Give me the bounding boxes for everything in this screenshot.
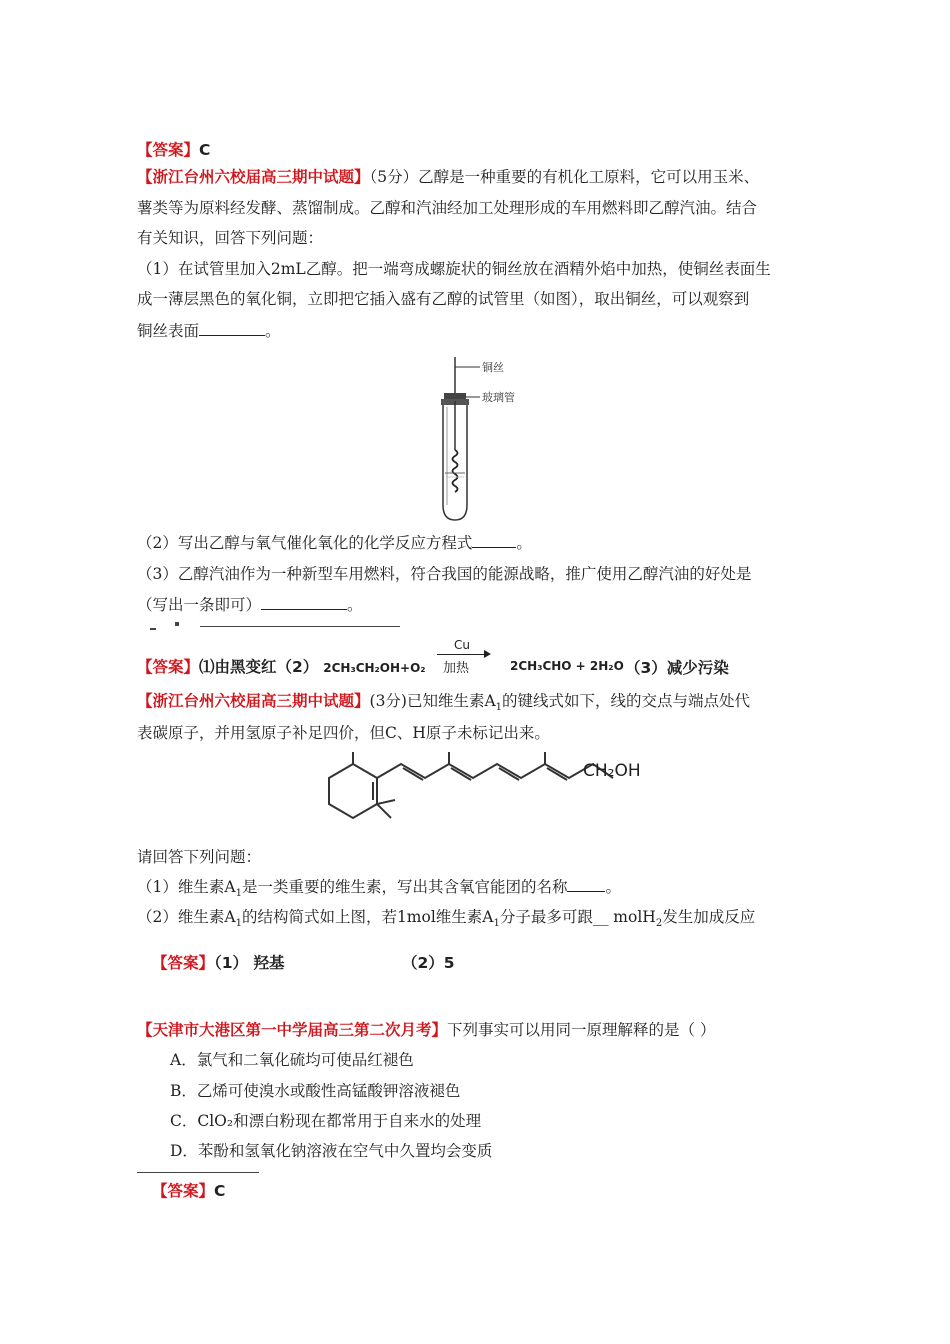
question-text: 的结构简式如上图，若1mol维生素A [241, 908, 494, 926]
reaction-arrow [437, 654, 489, 655]
question-2-part-1-line-1: （1）在试管里加入2mL乙醇。把一端弯成螺旋状的铜丝放在酒精外焰中加热，使铜丝表面生 [137, 260, 771, 278]
divider [137, 1172, 259, 1173]
answer-blank: __ [592, 908, 609, 926]
answer-blank [199, 321, 265, 336]
question-source: 【浙江台州六校届高三期中试题】 [137, 167, 370, 186]
subscript: 1 [493, 918, 500, 930]
option-d: D．苯酚和氢氧化钠溶液在空气中久置均会变质 [170, 1142, 493, 1160]
answer-blank [472, 533, 516, 548]
question-2-part-1-line-3 [137, 320, 281, 342]
question-text: （1）维生素A [137, 878, 236, 896]
answer-part-1: （1） 羟基 [214, 954, 285, 972]
question-2-line-1 [137, 166, 759, 188]
answer-line-3 [152, 952, 284, 974]
structure-label: CH₂OH [583, 761, 641, 781]
answer-part-1: ⑴由黑变红（2） [199, 658, 319, 676]
question-3-prompt: 请回答下列问题： [137, 848, 262, 866]
question-text: 下列事实可以用同一原理解释的是（ ） [447, 1021, 716, 1039]
question-source: 【天津市大港区第一中学届高三第二次月考】 [137, 1020, 448, 1039]
punctuation: 。 [516, 534, 532, 552]
answer-value: C [214, 1182, 226, 1200]
figure-label-tube: 玻璃管 [482, 391, 515, 404]
answer-label: 【答案】 [152, 953, 215, 972]
answer-line-4 [152, 1180, 225, 1202]
question-source: 【浙江台州六校届高三期中试题】 [137, 691, 370, 710]
answer-label: 【答案】 [137, 140, 200, 159]
question-3-line-2: 表碳原子，并用氢原子补足四价，但C、H原子未标记出来。 [137, 724, 550, 742]
question-text: 的键线式如下，线的交点与端点处代 [502, 692, 751, 710]
option-c: C．ClO₂和漂白粉现在都常用于自来水的处理 [170, 1112, 482, 1130]
question-text: （写出一条即可） [137, 596, 262, 614]
question-3-part-2 [137, 906, 755, 935]
question-2-part-2 [137, 532, 532, 554]
question-4-stem [137, 1019, 715, 1041]
question-text: 分子最多可跟 [499, 908, 593, 926]
answer-blank [261, 595, 347, 610]
question-2-part-3-line-2 [137, 594, 363, 616]
scan-artifact [150, 620, 156, 630]
equation-right: 2CH₃CHO + 2H₂O [510, 659, 624, 673]
question-2-line-3: 有关知识，回答下列问题： [137, 229, 324, 247]
question-3-part-1 [137, 876, 621, 905]
option-a: A．氯气和二氧化硫均可使品红褪色 [170, 1051, 414, 1069]
vitamin-a-structure [315, 752, 645, 838]
question-text: 是一类重要的维生素，写出其含氧官能团的名称 [241, 878, 568, 896]
answer-blank [567, 877, 605, 892]
arrow-head-icon [484, 650, 491, 658]
punctuation: 。 [347, 596, 363, 614]
subscript: 2 [655, 918, 663, 930]
figure-label-wire: 铜丝 [482, 361, 504, 374]
answer-line-2 [137, 656, 426, 679]
question-text: (3分)已知维生素A [369, 692, 496, 710]
equation-catalyst: Cu [454, 638, 470, 652]
question-text: 发生加成反应 [662, 908, 756, 926]
equation-left: 2CH₃CH₂OH+O₂ [323, 661, 426, 675]
answer-label: 【答案】 [152, 1181, 215, 1200]
answer-label: 【答案】 [137, 657, 200, 676]
answer-value: C [199, 141, 211, 159]
answer-part-3: （3）减少污染 [625, 659, 729, 677]
answer-part-2: （2）5 [402, 954, 455, 972]
option-b: B．乙烯可使溴水或酸性高锰酸钾溶液褪色 [170, 1082, 461, 1100]
equation-condition: 加热 [443, 661, 470, 676]
question-2-part-1-line-2: 成一薄层黑色的氧化铜，立即把它插入盛有乙醇的试管里（如图），取出铜丝，可以观察到 [137, 290, 750, 308]
scan-artifact [175, 622, 179, 626]
punctuation: 。 [605, 878, 621, 896]
question-text: （2）维生素A [137, 908, 236, 926]
divider [200, 626, 400, 627]
question-2-part-3-line-1: （3）乙醇汽油作为一种新型车用燃料，符合我国的能源战略，推广使用乙醇汽油的好处是 [137, 565, 752, 583]
question-text: （5分）乙醇是一种重要的有机化工原料，它可以用玉米、 [369, 168, 760, 186]
subscript: 1 [495, 702, 503, 714]
subscript: 1 [235, 888, 242, 900]
question-text: 铜丝表面 [137, 322, 200, 340]
question-3-line-1 [137, 690, 750, 719]
question-text: （2）写出乙醇与氧气催化氧化的化学反应方程式 [137, 534, 473, 552]
question-text: molH [608, 908, 656, 926]
test-tube-figure [410, 355, 530, 525]
punctuation: 。 [265, 322, 281, 340]
question-2-line-2: 薯类等为原料经发酵、蒸馏制成。乙醇和汽油经加工处理形成的车用燃料即乙醇汽油。结合 [137, 199, 758, 217]
answer-line-1 [137, 139, 210, 161]
subscript: 1 [235, 918, 242, 930]
